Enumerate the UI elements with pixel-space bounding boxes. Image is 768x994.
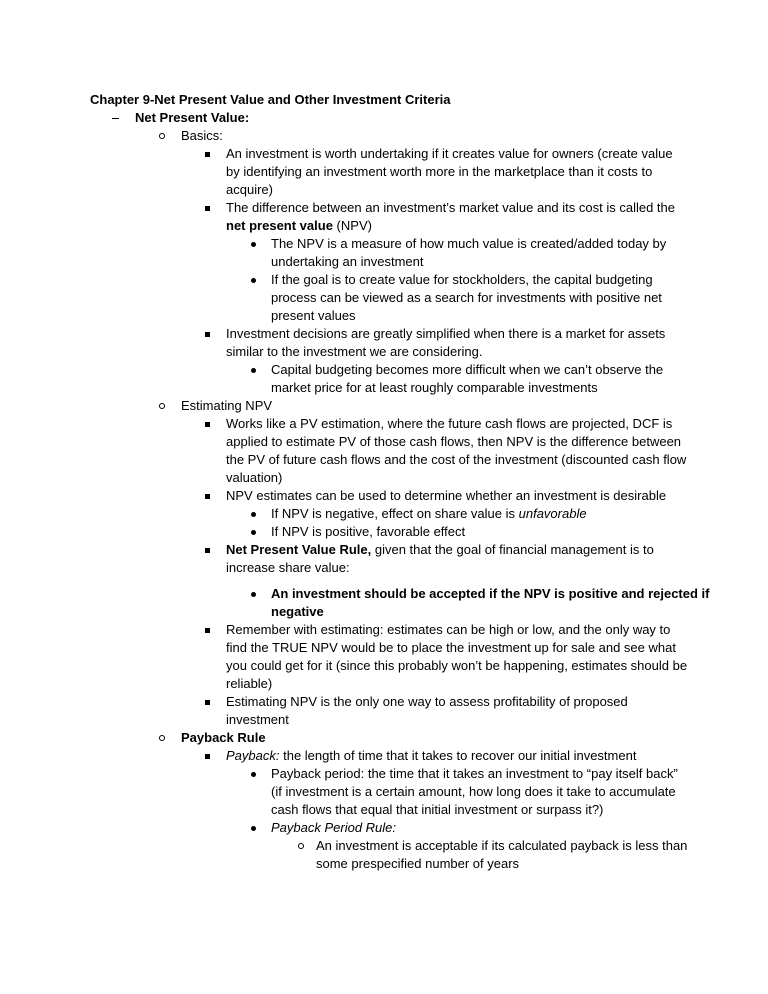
circle-bullet — [298, 843, 304, 849]
basics-p1-line: An investment is worth undertaking if it creates value for owners (create value — [226, 146, 673, 161]
dot-bullet — [251, 242, 256, 247]
square-bullet — [205, 700, 210, 705]
payback-term: Payback: — [226, 748, 280, 763]
dot-bullet — [251, 826, 256, 831]
payback-rule-line: An investment is acceptable if its calculated payback is less than — [316, 838, 688, 853]
payback-rule-line: some prespecified number of years — [316, 856, 520, 871]
payback-sub-line: Payback period: the time that it takes an investment to “pay itself back” — [271, 766, 678, 781]
estimating-p5-line: Estimating NPV is the only one way to assess profitability of proposed — [226, 694, 628, 709]
basics-p3-line: Investment decisions are greatly simplified when there is a market for assets — [226, 326, 666, 341]
negative-npv-text: If NPV is negative, effect on share value is — [271, 506, 519, 521]
dot-bullet — [251, 278, 256, 283]
npv-rule-text: given that the goal of financial management is to — [371, 542, 654, 557]
basics-p2-line: The difference between an investment’s market value and its cost is called the — [226, 200, 675, 215]
circle-bullet — [159, 403, 165, 409]
dot-bullet — [251, 368, 256, 373]
npv-rule-line — [226, 541, 654, 559]
basics-p3-sub-line: market price for at least roughly comparable investments — [271, 380, 598, 395]
estimating-p5-line: investment — [226, 712, 289, 727]
estimating-p4-line: you could get for it (since this probably won’t be happening, estimates should be — [226, 658, 688, 673]
square-bullet — [205, 206, 210, 211]
payback-def-text: the length of time that it takes to recover our initial investment — [279, 748, 637, 763]
basics-p3-line: similar to the investment we are considering. — [226, 344, 483, 359]
npv-heading: Net Present Value: — [135, 110, 250, 125]
square-bullet — [205, 628, 210, 633]
square-bullet — [205, 494, 210, 499]
dot-bullet — [251, 512, 256, 517]
npv-rule-statement-line: An investment should be accepted if the NPV is positive and rejected if — [271, 586, 710, 601]
square-bullet — [205, 332, 210, 337]
square-bullet — [205, 754, 210, 759]
square-bullet — [205, 422, 210, 427]
basics-p2-sub-line: present values — [271, 308, 356, 323]
payback-sub-line: (if investment is a certain amount, how long does it take to accumulate — [271, 784, 676, 799]
payback-heading: Payback Rule — [181, 730, 266, 745]
payback-sub-line: cash flows that equal that initial investment or surpass it?) — [271, 802, 604, 817]
basics-p3-sub-line: Capital budgeting becomes more difficult when we can’t observe the — [271, 362, 664, 377]
estimating-p2-line: NPV estimates can be used to determine whether an investment is desirable — [226, 488, 667, 503]
dash-bullet — [112, 118, 119, 119]
estimating-p4-line: reliable) — [226, 676, 273, 691]
npv-rule-line: increase share value: — [226, 560, 350, 575]
payback-period-rule: Payback Period Rule: — [271, 820, 397, 835]
chapter-title: Chapter 9-Net Present Value and Other Investment Criteria — [90, 92, 451, 107]
basics-p2-sub-line: undertaking an investment — [271, 254, 424, 269]
estimating-p4-line: Remember with estimating: estimates can be high or low, and the only way to — [226, 622, 671, 637]
npv-rule-term: Net Present Value Rule, — [226, 542, 372, 557]
estimating-p1-line: applied to estimate PV of those cash flows, then NPV is the difference between — [226, 434, 682, 449]
basics-p2-sub-line: The NPV is a measure of how much value is created/added today by — [271, 236, 667, 251]
basics-p1-line: by identifying an investment worth more in the marketplace than it costs to — [226, 164, 653, 179]
basics-p2-line — [226, 217, 372, 235]
circle-bullet — [159, 735, 165, 741]
estimating-p2-sub-line: If NPV is positive, favorable effect — [271, 524, 466, 539]
square-bullet — [205, 548, 210, 553]
payback-definition — [226, 747, 636, 765]
basics-heading: Basics: — [181, 128, 223, 143]
dot-bullet — [251, 772, 256, 777]
estimating-p2-sub-line — [271, 505, 587, 523]
estimating-p4-line: find the TRUE NPV would be to place the investment up for sale and see what — [226, 640, 676, 655]
dot-bullet — [251, 592, 256, 597]
estimating-heading: Estimating NPV — [181, 398, 273, 413]
circle-bullet — [159, 133, 165, 139]
estimating-p1-line: valuation) — [226, 470, 283, 485]
npv-abbrev: (NPV) — [332, 218, 372, 233]
npv-rule-statement-line: negative — [271, 604, 324, 619]
square-bullet — [205, 152, 210, 157]
basics-p2-sub-line: If the goal is to create value for stockholders, the capital budgeting — [271, 272, 653, 287]
basics-p1-line: acquire) — [226, 182, 273, 197]
unfavorable-term: unfavorable — [518, 506, 587, 521]
estimating-p1-line: the PV of future cash flows and the cost of the investment (discounted cash flow — [226, 452, 687, 467]
estimating-p1-line: Works like a PV estimation, where the future cash flows are projected, DCF is — [226, 416, 673, 431]
dot-bullet — [251, 530, 256, 535]
basics-p2-sub-line: process can be viewed as a search for investments with positive net — [271, 290, 662, 305]
npv-term: net present value — [226, 218, 333, 233]
